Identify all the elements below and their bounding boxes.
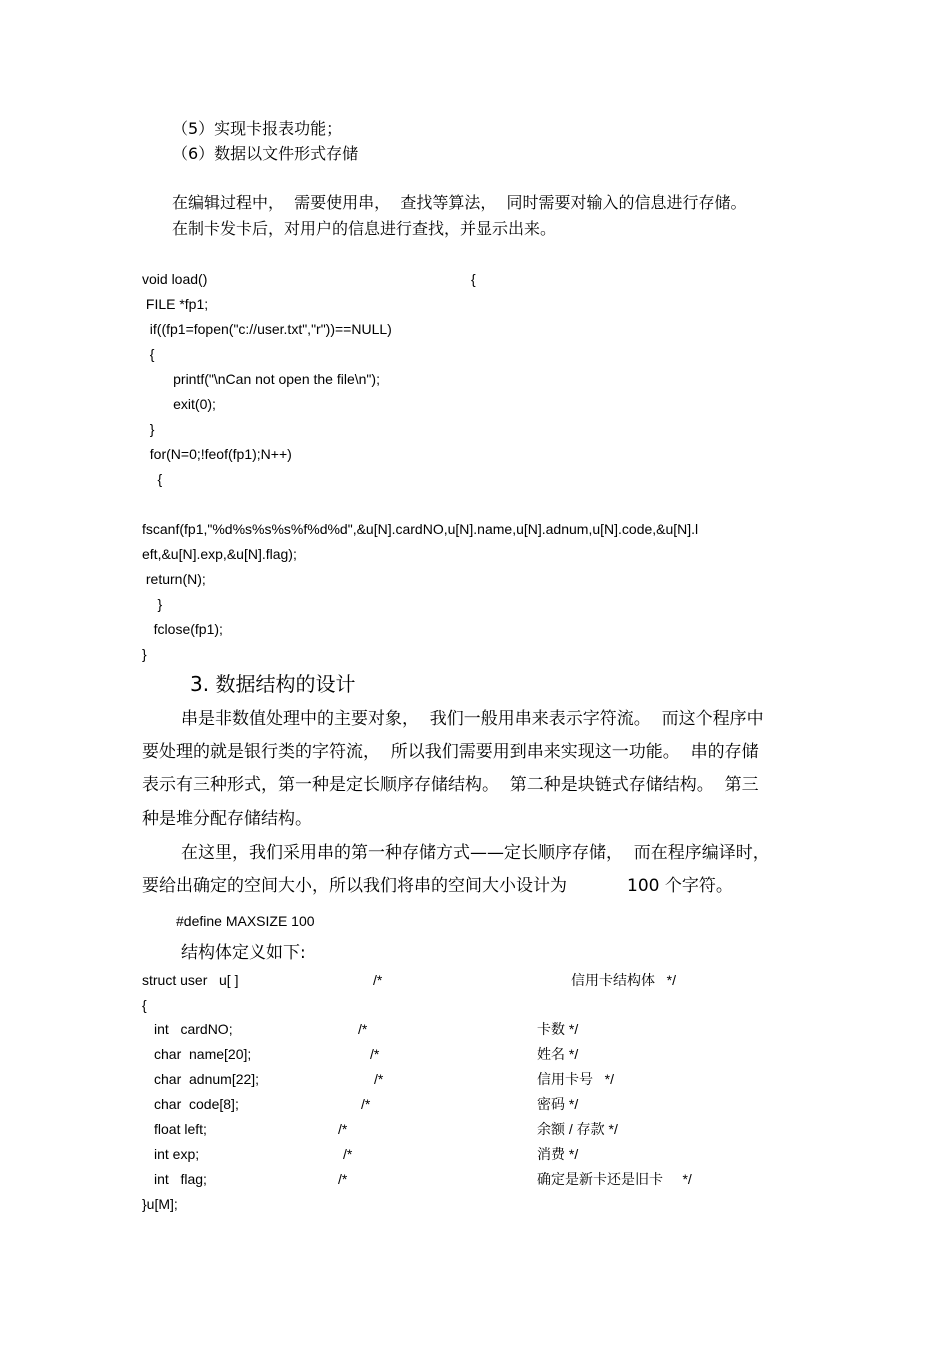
struct-field-comment: 消费 */ <box>537 1146 579 1162</box>
struct-field-open: /* <box>358 1021 368 1037</box>
struct-field-decl: int flag; <box>154 1171 207 1187</box>
code-line: fscanf(fp1,"%d%s%s%s%f%d%d",&u[N].cardNO,u[N].name,u[N].adnum,u[N].code,&u[N].l <box>142 521 699 537</box>
struct-field-comment: 密码 */ <box>537 1096 579 1112</box>
struct-field-open: /* <box>374 1071 384 1087</box>
define-line: #define MAXSIZE 100 <box>176 913 315 929</box>
code-line: fclose(fp1); <box>142 621 223 637</box>
paragraph-line: 表示有三种形式，第一种是定长顺序存储结构。 第二种是块链式存储结构。 第三 <box>142 775 759 795</box>
code-line: { <box>142 471 163 487</box>
struct-field-decl: char code[8]; <box>154 1096 239 1112</box>
struct-decl: struct user u[ ] <box>142 972 239 988</box>
intro-line-2: 在制卡发卡后，对用户的信息进行查找，并显示出来。 <box>172 219 557 238</box>
struct-close: }u[M]; <box>142 1196 178 1212</box>
struct-field-decl: char adnum[22]; <box>154 1071 260 1087</box>
intro-line-1: 在编辑过程中， 需要使用串， 查找等算法， 同时需要对输入的信息进行存储。 <box>172 193 747 212</box>
struct-field-comment: 余额 / 存款 */ <box>537 1121 618 1137</box>
struct-field-open: /* <box>370 1046 380 1062</box>
paragraph-line: 种是堆分配存储结构。 <box>142 809 312 829</box>
paragraph-line: 在这里，我们采用串的第一种存储方式——定长顺序存储， 而在程序编译时， <box>181 843 770 863</box>
struct-comment: 信用卡结构体 */ <box>571 972 677 988</box>
paragraph-line: 要处理的就是银行类的字符流， 所以我们需要用到串来实现这一功能。 串的存储 <box>142 742 759 762</box>
struct-field-open: /* <box>361 1096 371 1112</box>
struct-field-comment: 卡数 */ <box>537 1021 579 1037</box>
struct-open-brace: { <box>142 997 147 1013</box>
code-line: } <box>142 421 155 437</box>
list-item-6: （6）数据以文件形式存储 <box>172 144 359 163</box>
code-line: } <box>142 596 163 612</box>
struct-field-comment: 确定是新卡还是旧卡 */ <box>537 1171 692 1187</box>
struct-field-open: /* <box>338 1121 348 1137</box>
struct-field-decl: float left; <box>154 1121 207 1137</box>
struct-field-open: /* <box>343 1146 353 1162</box>
struct-field-decl: int exp; <box>154 1146 200 1162</box>
code-line: eft,&u[N].exp,&u[N].flag); <box>142 546 297 562</box>
code-line: FILE *fp1; <box>142 296 209 312</box>
code-line: if((fp1=fopen("c://user.txt","r"))==NULL) <box>142 321 392 337</box>
struct-intro: 结构体定义如下: <box>181 943 306 963</box>
paragraph-line: 串是非数值处理中的主要对象， 我们一般用串来表示字符流。 而这个程序中 <box>181 709 764 729</box>
code-line: printf("\nCan not open the file\n"); <box>142 371 380 387</box>
code-line: } <box>142 646 147 662</box>
code-line: exit(0); <box>142 396 216 412</box>
section-heading: 3. 数据结构的设计 <box>190 672 356 696</box>
code-line: for(N=0;!feof(fp1);N++) <box>142 446 292 462</box>
struct-comment-open: /* <box>373 972 383 988</box>
struct-field-decl: int cardNO; <box>154 1021 233 1037</box>
code-brace: { <box>471 271 476 287</box>
code-line: void load() <box>142 271 208 287</box>
code-line: return(N); <box>142 571 206 587</box>
struct-field-comment: 信用卡号 */ <box>537 1071 615 1087</box>
list-item-5: （5）实现卡报表功能； <box>172 119 343 138</box>
paragraph-line-number: 100 个字符。 <box>627 876 733 896</box>
struct-field-open: /* <box>338 1171 348 1187</box>
struct-field-decl: char name[20]; <box>154 1046 252 1062</box>
struct-field-comment: 姓名 */ <box>537 1046 579 1062</box>
code-line: { <box>142 346 155 362</box>
paragraph-line: 要给出确定的空间大小，所以我们将串的空间大小设计为 <box>142 876 567 896</box>
